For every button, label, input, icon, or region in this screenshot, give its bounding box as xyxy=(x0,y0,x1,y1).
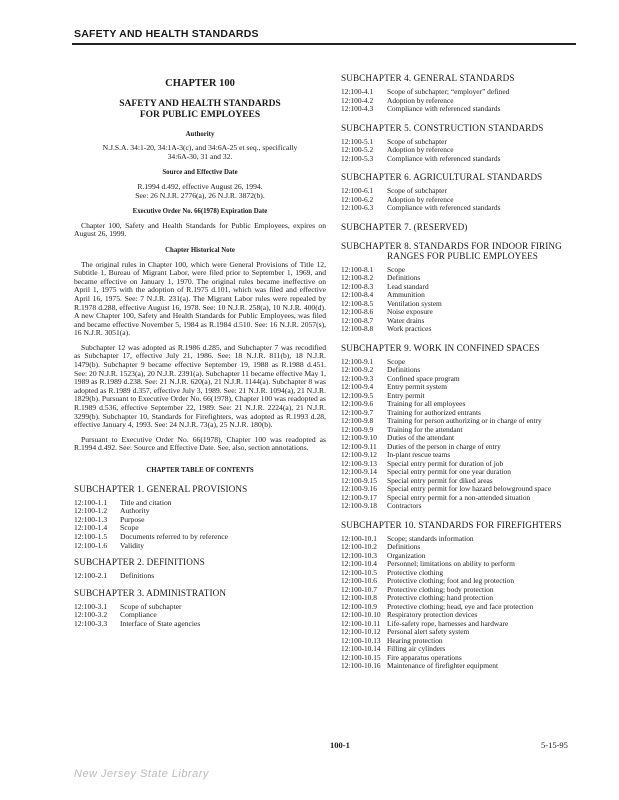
subchapter-heading xyxy=(341,123,577,133)
section-title: Authority xyxy=(120,506,150,516)
subchapter-heading xyxy=(341,222,577,232)
section-number: 12:100-9.15 xyxy=(341,475,377,485)
section-number: 12:100-9.13 xyxy=(341,458,377,468)
section-title: Training for all employees xyxy=(387,399,466,408)
section-number: 12:100-1.5 xyxy=(74,531,108,541)
section-title: Lead standard xyxy=(387,281,429,291)
section-number: 12:100-4.2 xyxy=(341,95,374,105)
section-number: 12:100-10.6 xyxy=(341,576,377,585)
section-number: 12:100-8.8 xyxy=(341,324,374,333)
exec-order-text: Chapter 100, Safety and Health Standards for Public Employees, expires on August 26, 1999. xyxy=(74,220,326,239)
toc-heading: CHAPTER TABLE OF CONTENTS xyxy=(146,467,254,474)
toc-entry xyxy=(74,611,326,620)
section-number: 12:100-4.3 xyxy=(341,104,374,113)
section-title: Training for person authorizing or in charge of entry xyxy=(387,416,542,425)
section-title: Protective clothing xyxy=(387,567,444,577)
toc-entry xyxy=(341,317,577,326)
subchapter-heading xyxy=(341,241,577,261)
toc-entry xyxy=(74,516,326,525)
toc-entry xyxy=(341,105,577,114)
section-number: 12:100-9.17 xyxy=(341,492,377,502)
section-number: 12:100-9.2 xyxy=(341,365,374,374)
section-number: 12:100-10.14 xyxy=(341,644,381,653)
section-number: 12:100-10.7 xyxy=(341,584,377,594)
toc-entry xyxy=(341,283,577,292)
toc-entry xyxy=(74,620,326,629)
section-number: 12:100-9.8 xyxy=(341,416,374,425)
section-title: Personal alert safety system xyxy=(387,627,470,636)
left-column xyxy=(74,74,326,629)
subchapter-heading-text: SUBCHAPTER 8. STANDARDS FOR INDOOR FIRING xyxy=(341,240,562,251)
section-number: 12:100-9.6 xyxy=(341,399,374,408)
section-title: Scope of subchapter xyxy=(120,601,182,611)
section-title: Entry permit xyxy=(387,390,425,400)
subchapter-heading-text: SUBCHAPTER 10. STANDARDS FOR FIREFIGHTERS xyxy=(341,519,562,530)
toc-entry xyxy=(341,662,577,671)
section-number: 12:100-10.3 xyxy=(341,550,377,560)
subchapter-heading-text: SUBCHAPTER 7. (RESERVED) xyxy=(341,221,468,232)
section-title: Duties of the person in charge of entry xyxy=(387,441,501,451)
section-number: 12:100-6.2 xyxy=(341,194,374,204)
subchapter-heading-text: SUBCHAPTER 4. GENERAL STANDARDS xyxy=(341,73,515,83)
subchapter-heading xyxy=(341,172,577,182)
section-title: Filling air cylinders xyxy=(387,644,446,653)
section-title: Scope; standards information xyxy=(387,533,474,543)
toc-entry xyxy=(341,383,577,392)
toc-entry xyxy=(74,572,326,581)
history-paragraph-3: Pursuant to Executive Order No. 66(1978), Chapter 100 was readopted as R.1994 d.492. See: Source and Effective Date. See, also, section annotations. xyxy=(74,434,326,453)
section-title: Training for authorized entrants xyxy=(387,407,481,417)
section-number: 12:100-9.5 xyxy=(341,390,374,400)
toc-entry xyxy=(74,603,326,612)
toc-entry xyxy=(341,274,577,283)
section-number: 12:100-9.3 xyxy=(341,373,374,383)
toc-entry xyxy=(341,358,577,367)
section-number: 12:100-8.3 xyxy=(341,281,374,291)
toc-entry xyxy=(341,325,577,334)
section-number: 12:100-10.5 xyxy=(341,567,377,577)
section-title: Confined space program xyxy=(387,373,460,383)
section-number: 12:100-6.3 xyxy=(341,203,374,212)
section-number: 12:100-9.18 xyxy=(341,501,377,510)
subchapter-heading-continuation: RANGES FOR PUBLIC EMPLOYEES xyxy=(387,250,538,261)
section-title: Scope of subchapter; “employer” defined xyxy=(387,87,510,96)
toc-entry xyxy=(341,266,577,275)
section-number: 12:100-9.4 xyxy=(341,382,374,391)
source-line1: R.1994 d.492, effective August 26, 1994. xyxy=(137,181,263,191)
toc-entry xyxy=(341,187,577,196)
toc-entry xyxy=(341,138,577,147)
toc-entry xyxy=(74,507,326,516)
section-title: Hearing protection xyxy=(387,635,443,645)
section-number: 12:100-8.6 xyxy=(341,307,374,316)
section-number: 12:100-3.3 xyxy=(74,618,108,628)
toc-right-list xyxy=(341,73,577,671)
section-title: Adoption by reference xyxy=(387,95,454,105)
section-number: 12:100-9.16 xyxy=(341,484,377,493)
section-number: 12:100-10.2 xyxy=(341,542,377,551)
section-title: Duties of the attendant xyxy=(387,433,455,442)
toc-entry xyxy=(341,204,577,213)
page-number: 100-1 xyxy=(330,740,350,750)
section-title: Compliance with referenced standards xyxy=(387,104,501,113)
section-number: 12:100-3.1 xyxy=(74,601,108,611)
section-title: In-plant rescue teams xyxy=(387,450,451,459)
section-number: 12:100-8.2 xyxy=(341,273,374,282)
section-title: Definitions xyxy=(120,571,155,581)
library-stamp: New Jersey State Library xyxy=(74,768,209,780)
section-number: 12:100-10.4 xyxy=(341,559,377,568)
subchapter-heading xyxy=(341,343,577,353)
subchapter-heading xyxy=(74,588,326,598)
toc-entry xyxy=(74,533,326,542)
section-title: Special entry permit for diked areas xyxy=(387,475,493,485)
section-number: 12:100-9.11 xyxy=(341,441,377,451)
subchapter-heading-text: SUBCHAPTER 1. GENERAL PROVISIONS xyxy=(74,483,248,494)
section-title: Life-safety rope, harnesses and hardware xyxy=(387,618,509,628)
chapter-title-line2: FOR PUBLIC EMPLOYEES xyxy=(139,109,261,120)
section-number: 12:100-2.1 xyxy=(74,571,108,581)
section-number: 12:100-5.2 xyxy=(341,145,374,154)
section-title: Protective clothing; head, eye and face protection xyxy=(387,601,534,611)
section-title: Protective clothing; foot and leg protection xyxy=(387,576,515,585)
chapter-title xyxy=(74,99,326,121)
toc-entry xyxy=(341,155,577,164)
toc-entry xyxy=(341,375,577,384)
history-heading: Chapter Historical Note xyxy=(165,246,235,254)
section-title: Noise exposure xyxy=(387,307,433,316)
section-title: Respiratory protection devices xyxy=(387,610,478,619)
exec-order-heading: Executive Order No. 66(1978) Expiration Date xyxy=(132,208,268,216)
section-title: Maintenance of firefighter equipment xyxy=(387,661,499,670)
section-title: Fire apparatus operations xyxy=(387,652,462,662)
toc-entry xyxy=(341,88,577,97)
section-title: Scope xyxy=(387,264,406,274)
section-title: Organization xyxy=(387,550,426,560)
toc-entry xyxy=(341,502,577,511)
chapter-number: CHAPTER 100 xyxy=(165,78,235,89)
section-number: 12:100-1.4 xyxy=(74,523,108,533)
section-number: 12:100-10.12 xyxy=(341,627,381,636)
section-number: 12:100-10.16 xyxy=(341,661,381,670)
section-number: 12:100-5.3 xyxy=(341,153,374,163)
subchapter-heading xyxy=(74,557,326,567)
toc-left-list xyxy=(74,484,326,629)
section-title: Work practices xyxy=(387,324,432,333)
authority-heading: Authority xyxy=(185,130,215,138)
toc-entry xyxy=(341,291,577,300)
section-title: Adoption by reference xyxy=(387,145,454,154)
section-number: 12:100-10.9 xyxy=(341,601,377,611)
section-number: 12:100-8.1 xyxy=(341,264,374,274)
section-number: 12:100-9.10 xyxy=(341,433,377,442)
section-title: Definitions xyxy=(387,273,421,282)
revision-date: 5-15-95 xyxy=(541,740,568,750)
section-title: Water drains xyxy=(387,315,425,325)
section-title: Scope of subchapter xyxy=(387,186,447,195)
section-title: Ventilation system xyxy=(387,298,442,308)
subchapter-heading-text: SUBCHAPTER 6. AGRICULTURAL STANDARDS xyxy=(341,172,543,182)
history-paragraph-1: The original rules in Chapter 100, which were General Provisions of Title 12, Subtitle 1, Bureau of Migrant Labor, were filed prior to September 1, 1969, and became effective on January 1, 1970. The original rules became ineffective on April 1, 1975 with the adoption of R.1975 d.101, which was filed and effective April 16, 1975. See: 7 N.J.R. 231(a). The Migrant Labor rules were repealed by R.1978 d.288, effective August 16, 1978. See: 10 N.J.R. 258(a), 10 N.J.R. 400(d). A new Chapter 100, Safety and Health Standards for Public Employees, was filed and became effective November 5, 1984 as R.1984 d.510. See: 16 N.J.R. 2057(s), 16 N.J.R. 3051(a). xyxy=(74,259,326,338)
section-number: 12:100-10.1 xyxy=(341,533,377,543)
running-header: SAFETY AND HEALTH STANDARDS xyxy=(74,28,259,40)
section-number: 12:100-3.2 xyxy=(74,610,108,620)
section-number: 12:100-1.6 xyxy=(74,540,108,550)
right-column xyxy=(341,73,577,671)
subchapter-heading xyxy=(341,520,577,530)
source-line2: See: 26 N.J.R. 2776(a), 26 N.J.R. 3872(b). xyxy=(135,190,265,200)
subchapter-heading-text: SUBCHAPTER 5. CONSTRUCTION STANDARDS xyxy=(341,122,544,133)
section-title: Compliance with referenced standards xyxy=(387,203,501,212)
section-title: Interface of State agencies xyxy=(120,618,201,628)
authority-text: N.J.S.A. 34:1-20, 34:1A-3(c), and 34:6A-25 et seq., specifically 34:6A-30, 31 and 32. xyxy=(102,143,298,161)
section-number: 12:100-10.15 xyxy=(341,652,381,662)
section-title: Scope xyxy=(120,523,139,533)
subchapter-heading xyxy=(74,484,326,494)
section-number: 12:100-8.7 xyxy=(341,315,374,325)
section-title: Purpose xyxy=(120,514,145,524)
section-number: 12:100-10.13 xyxy=(341,635,381,645)
section-number: 12:100-9.12 xyxy=(341,450,377,459)
section-number: 12:100-9.14 xyxy=(341,467,377,476)
section-title: Contractors xyxy=(387,501,422,510)
section-number: 12:100-8.4 xyxy=(341,290,374,299)
section-title: Special entry permit for low hazard belowground space xyxy=(387,484,551,493)
section-title: Ammunition xyxy=(387,290,425,299)
section-title: Scope xyxy=(387,356,406,366)
section-number: 12:100-10.10 xyxy=(341,610,381,619)
section-title: Personnel; limitations on ability to perform xyxy=(387,559,515,568)
section-title: Protective clothing; body protection xyxy=(387,584,494,594)
section-title: Documents referred to by reference xyxy=(120,531,228,541)
section-title: Adoption by reference xyxy=(387,194,454,204)
section-number: 12:100-1.2 xyxy=(74,506,108,516)
section-title: Protective clothing; hand protection xyxy=(387,593,494,602)
section-title: Special entry permit for one year duration xyxy=(387,467,511,476)
section-title: Compliance xyxy=(120,610,157,620)
section-title: Definitions xyxy=(387,542,421,551)
section-number: 12:100-5.1 xyxy=(341,136,374,146)
section-number: 12:100-9.9 xyxy=(341,424,374,434)
section-title: Special entry permit for a non-attended situation xyxy=(387,492,531,502)
section-title: Training for the attendant xyxy=(387,424,463,434)
section-number: 12:100-1.1 xyxy=(74,497,108,507)
section-number: 12:100-1.3 xyxy=(74,514,108,524)
chapter-title-line1: SAFETY AND HEALTH STANDARDS xyxy=(119,98,281,109)
subchapter-heading-text: SUBCHAPTER 9. WORK IN CONFINED SPACES xyxy=(341,342,540,353)
header-rule xyxy=(72,43,576,45)
toc-entry xyxy=(74,542,326,551)
history-paragraph-2: Subchapter 12 was adopted as R.1986 d.285, and Subchapter 7 was recodified as Subchapter 17, effective July 21, 1986. See: 18 N.J.R. 811(b), 18 N.J.R. 1479(b). Subchapter 9 became effective September 19, 1988 as R.1988 d.451. See: 20 N.J.R. 1523(a), 20 N.J.R. 2391(a). Subchapter 11 became effective May 1, 1989 as R.1989 d.238. See: 21 N.J.R. 620(a), 21 N.J.R. 1144(a). Subchapter 8 was adopted as R.1989 d.357, effective July 3, 1989. See: 21 N.J.R. 1094(a), 21 N.J.R. 1829(b). Pursuant to Executive Order No. 66(1978), Chapter 100 was readopted as R.1989 d.536, effective September 22, 1989. See: 21 N.J.R. 2224(a), 21 N.J.R. 3299(b). Subchapter 10, Standards for Firefighters, was adopted as R.1993 d.28, effective January 4, 1993. See: 24 N.J.R. 73(a), 25 N.J.R. 180(b). xyxy=(74,342,326,430)
section-title: Scope of subchapter xyxy=(387,136,447,146)
section-title: Entry permit system xyxy=(387,382,447,391)
section-number: 12:100-10.11 xyxy=(341,618,381,628)
subchapter-heading xyxy=(341,73,577,83)
subchapter-heading-text: SUBCHAPTER 2. DEFINITIONS xyxy=(74,557,205,568)
section-title: Definitions xyxy=(387,365,421,374)
toc-entry xyxy=(74,499,326,508)
section-number: 12:100-9.1 xyxy=(341,356,374,366)
subchapter-heading-text: SUBCHAPTER 3. ADMINISTRATION xyxy=(74,587,227,598)
section-title: Special entry permit for duration of job xyxy=(387,458,504,468)
toc-entry xyxy=(341,300,577,309)
section-title: Validity xyxy=(120,540,145,550)
section-number: 12:100-10.8 xyxy=(341,593,377,602)
section-number: 12:100-9.7 xyxy=(341,407,374,417)
section-title: Title and citation xyxy=(120,497,172,507)
source-heading: Source and Effective Date xyxy=(162,169,238,177)
section-title: Compliance with referenced standards xyxy=(387,153,501,163)
section-number: 12:100-8.5 xyxy=(341,298,374,308)
toc-entry xyxy=(341,308,577,317)
section-number: 12:100-4.1 xyxy=(341,87,374,96)
section-number: 12:100-6.1 xyxy=(341,186,374,195)
